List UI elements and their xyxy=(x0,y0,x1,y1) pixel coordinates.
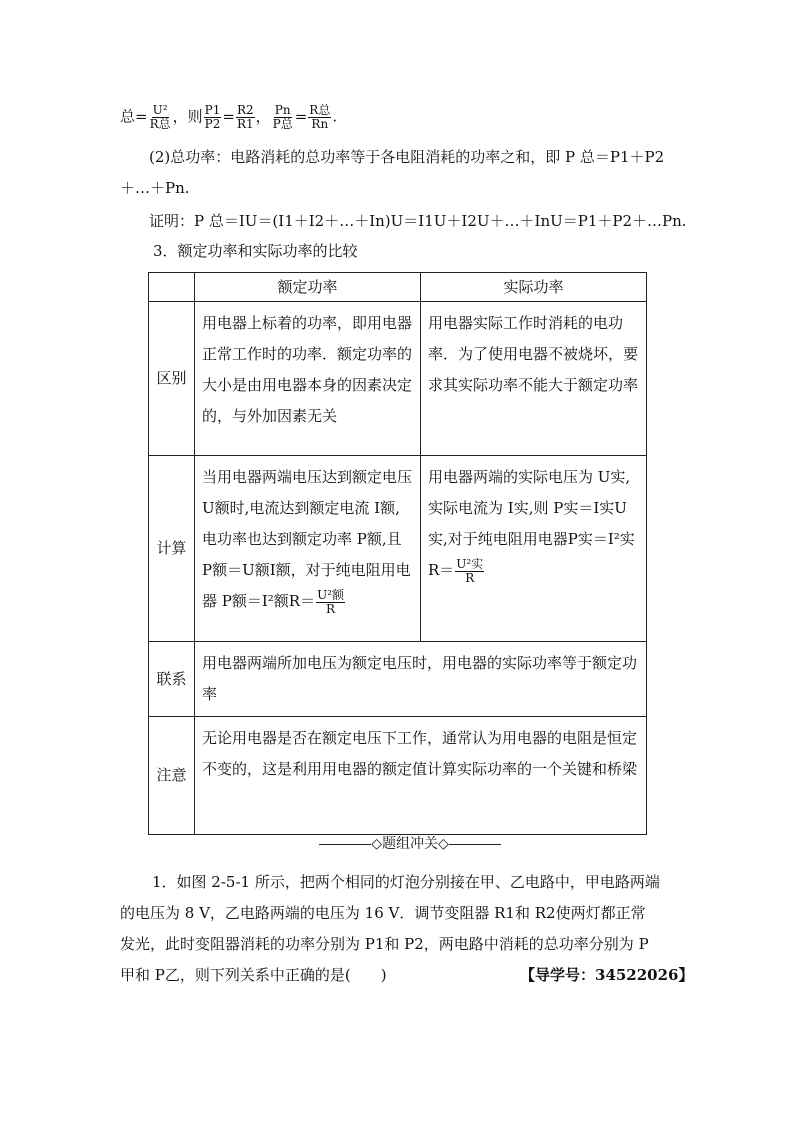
question-1: 1．如图 2-5-1 所示，把两个相同的灯泡分别接在甲、乙电路中，甲电路两端的电压为 8 V，乙电路两端的电压为 16 V．调节变阻器 R1和 R2使两灯都正常发光，此时变阻器消耗的功率分别为 P1和 P2，两电路中消耗的总功率分别为 P甲和 P乙，则下列关系中正确的是( ) xyxy=(120,873,660,984)
row-label-relation: 联系 xyxy=(149,642,195,717)
formula-mid: ，则 xyxy=(172,107,203,126)
divider-line-left xyxy=(319,844,371,845)
fraction-r2-over-r1: $\frac{R2}{R1}$ xyxy=(236,103,254,131)
section-title: 3．额定功率和实际功率的比较 xyxy=(153,242,358,260)
rated-calc-text: 当用电器两端电压达到额定电压 U额时,电流达到额定电流 I额,电功率也达到额定功率 P额,且 P额＝U额I额，对于纯电阻用电器 P额＝I²额R＝ xyxy=(202,468,413,610)
row-label-note: 注意 xyxy=(149,717,195,835)
formula-lead: 总= xyxy=(120,107,148,126)
actual-calc-text: 用电器两端的实际电压为 U实,实际电流为 I实,则 P实＝I实U实,对于纯电阻用电器P实＝I²实R＝ xyxy=(428,468,635,579)
fraction-u-actual-squared-over-r: $\frac{\text{U²实}}{R}$ xyxy=(456,556,484,585)
table-header-rated: 额定功率 xyxy=(195,273,421,302)
row-label-calculation: 计算 xyxy=(149,456,195,642)
table-header-empty xyxy=(149,273,195,302)
total-power-line2: ＋…＋Pn. xyxy=(120,179,190,197)
table-row xyxy=(149,642,647,717)
fraction-pn-over-p-total: $\frac{Pn}{\text{P总}}$ xyxy=(272,103,293,131)
table-row xyxy=(149,456,647,642)
table-header-row xyxy=(149,273,647,302)
proof-line: 证明：P 总＝IU＝(I1＋I2＋…＋In)U＝I1U＋I2U＋…＋InU＝P1＋P2＋…Pn. xyxy=(149,212,687,230)
cell-rated-calculation xyxy=(195,456,421,642)
row-label-difference: 区别 xyxy=(149,302,195,456)
fraction-r-total-over-rn: $\frac{\text{R总}}{Rn}$ xyxy=(309,103,331,131)
cell-actual-difference: 用电器实际工作时消耗的电功率．为了使用电器不被烧坏，要求其实际功率不能大于额定功率 xyxy=(421,302,647,456)
guide-number: 【导学号：34522026】 xyxy=(520,966,694,984)
table-row xyxy=(149,302,647,456)
total-power-line1: (2)总功率：电路消耗的总功率等于各电阻消耗的功率之和，即 P 总＝P1＋P2 xyxy=(149,148,665,166)
comparison-table xyxy=(148,272,647,835)
table-header-actual: 实际功率 xyxy=(421,273,647,302)
fraction-u-rated-squared-over-r: $\frac{\text{U²额}}{R}$ xyxy=(317,587,345,616)
divider-line-right xyxy=(449,844,501,845)
cell-actual-calculation xyxy=(421,456,647,642)
cell-note: 无论用电器是否在额定电压下工作，通常认为用电器的电阻是恒定不变的，这是利用用电器的额定值计算实际功率的一个关键和桥梁 xyxy=(195,717,647,835)
fraction-u2-over-r-total: $\frac{\text{U²}}{\text{R总}}$ xyxy=(149,103,171,131)
cell-relation: 用电器两端所加电压为额定电压时，用电器的实际功率等于额定功率 xyxy=(195,642,647,717)
formula-line: 总= $\frac{\text{U²}}{\text{R总}}$ ，则 $\frac{P1}{P2}$ = $\frac{R2}{R1}$ ， $\frac{Pn}{\text{P总}}$ = $\frac{\text{R总}}{Rn}$ . xyxy=(120,103,338,131)
divider-label: ◇题组冲关◇ xyxy=(371,836,449,852)
table-row xyxy=(149,717,647,835)
section-divider xyxy=(290,835,530,853)
cell-rated-difference: 用电器上标着的功率，即用电器正常工作时的功率．额定功率的大小是由用电器本身的因素决定的，与外加因素无关 xyxy=(195,302,421,456)
fraction-p1-over-p2: $\frac{P1}{P2}$ xyxy=(204,103,221,131)
